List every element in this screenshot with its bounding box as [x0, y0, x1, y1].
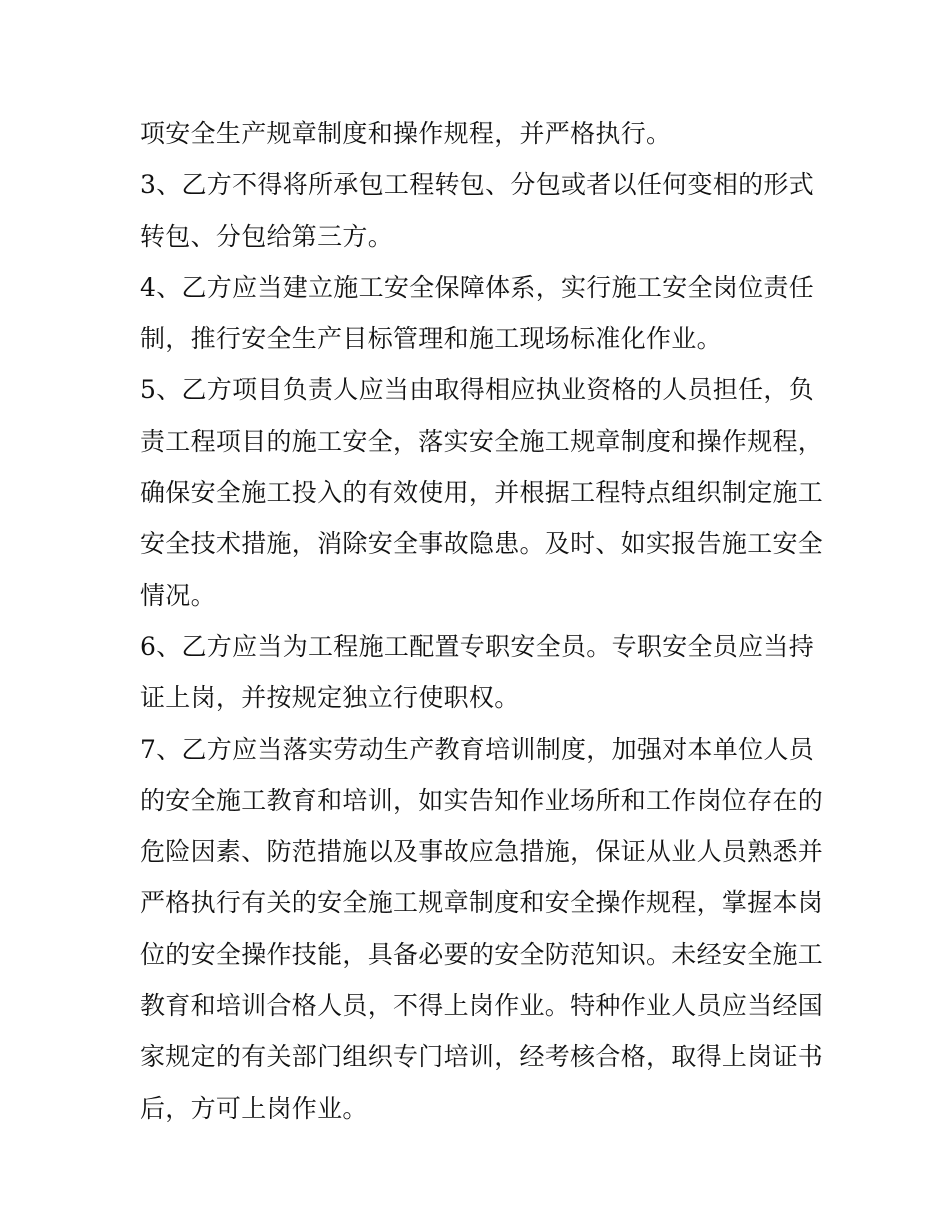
- document-body: [140, 108, 824, 1134]
- text-line: 家规定的有关部门组织专门培训，经考核合格，取得上岗证书: [140, 1042, 824, 1072]
- text-line: 严格执行有关的安全施工规章制度和安全操作规程，掌握本岗: [140, 888, 824, 918]
- text-line: 证上岗，并按规定独立行使职权。: [140, 683, 520, 713]
- text-line: 责工程项目的施工安全，落实安全施工规章制度和操作规程，: [140, 426, 824, 456]
- text-line: 6、乙方应当为工程施工配置专职安全员。专职安全员应当持: [140, 631, 815, 661]
- text-line: 后，方可上岗作业。: [140, 1093, 368, 1123]
- text-line: 安全技术措施，消除安全事故隐患。及时、如实报告施工安全: [140, 529, 824, 559]
- text-line: 3、乙方不得将所承包工程转包、分包或者以任何变相的形式: [140, 170, 815, 200]
- text-line: 转包、分包给第三方。: [140, 221, 394, 251]
- text-line: 危险因素、防范措施以及事故应急措施，保证从业人员熟悉并: [140, 837, 824, 867]
- text-line: 教育和培训合格人员，不得上岗作业。特种作业人员应当经国: [140, 991, 824, 1021]
- text-line: 项安全生产规章制度和操作规程，并严格执行。: [140, 119, 672, 148]
- text-line: 制，推行安全生产目标管理和施工现场标准化作业。: [140, 324, 722, 354]
- text-line: 情况。: [140, 580, 216, 610]
- text-line: 5、乙方项目负责人应当由取得相应执业资格的人员担任，负: [140, 375, 815, 405]
- text-line: 确保安全施工投入的有效使用，并根据工程特点组织制定施工: [140, 478, 824, 508]
- text-line: 7、乙方应当落实劳动生产教育培训制度，加强对本单位人员: [140, 734, 815, 764]
- text-line: 的安全施工教育和培训，如实告知作业场所和工作岗位存在的: [140, 785, 824, 815]
- text-line: 位的安全操作技能，具备必要的安全防范知识。未经安全施工: [140, 939, 824, 969]
- text-line: 4、乙方应当建立施工安全保障体系，实行施工安全岗位责任: [140, 272, 815, 302]
